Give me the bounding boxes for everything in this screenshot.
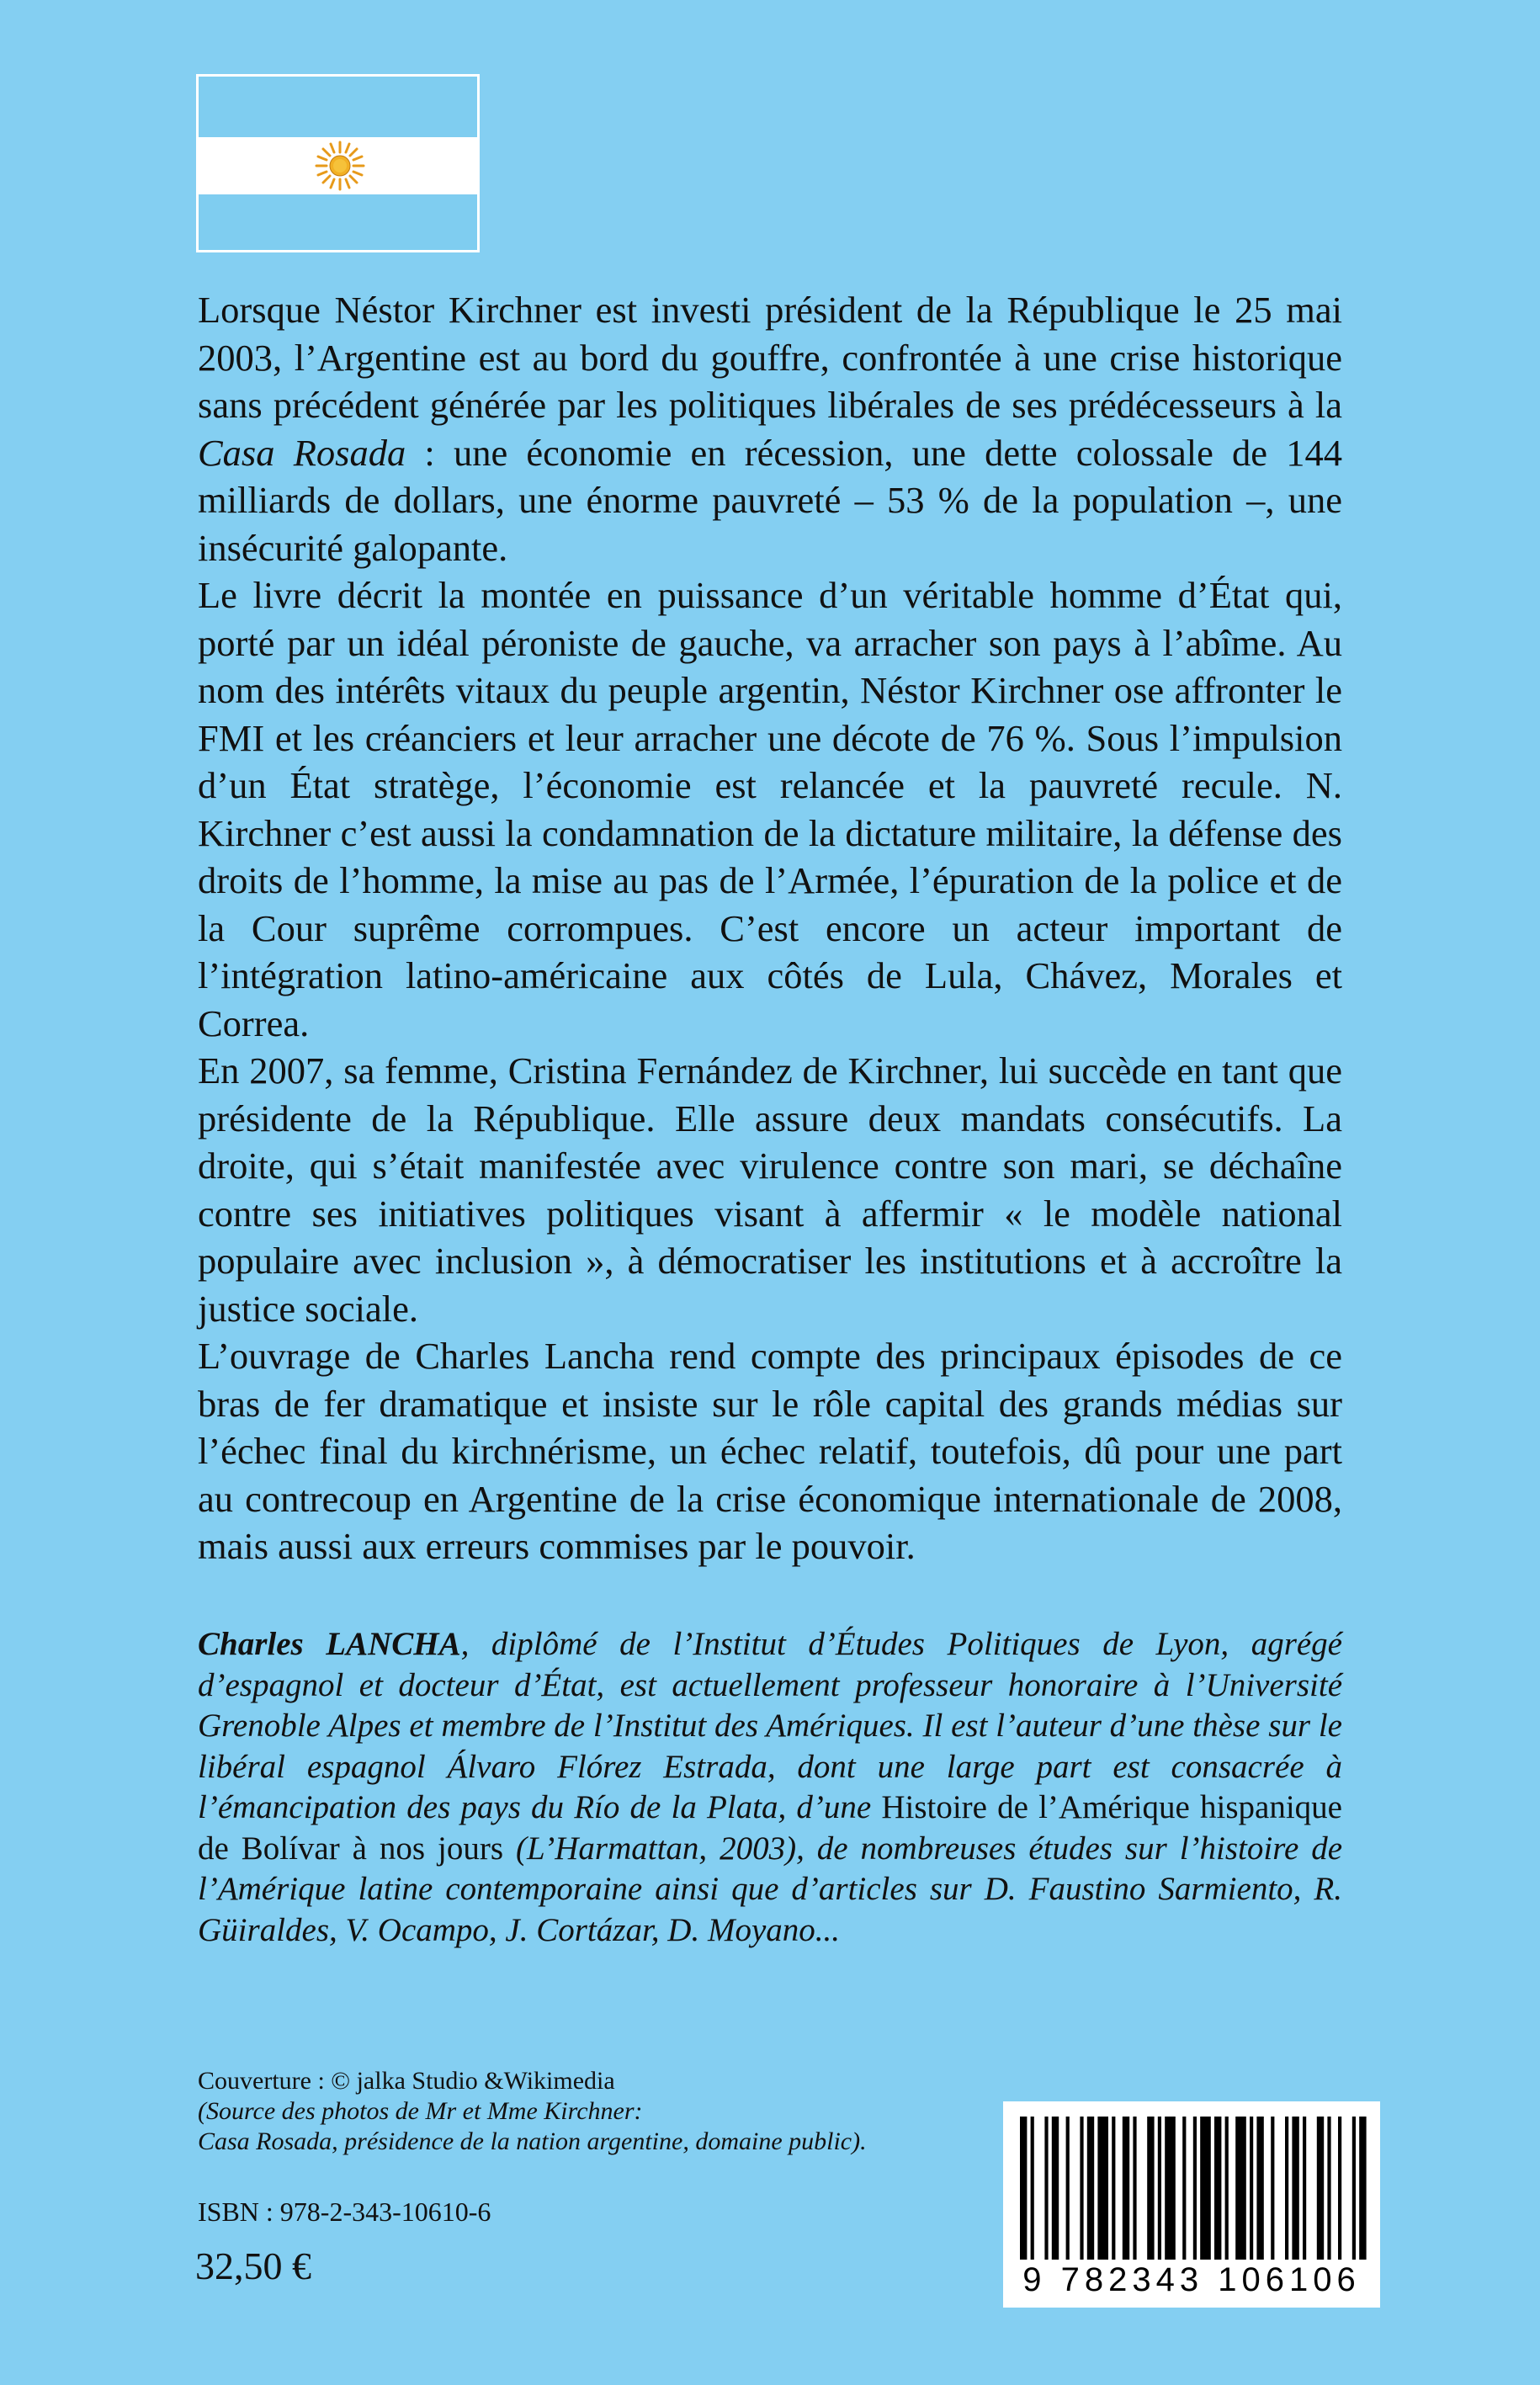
price-label: 32,50 € xyxy=(195,2244,311,2287)
barcode-bar xyxy=(1193,2117,1197,2260)
credits-line-3: Casa Rosada, présidence de la nation argentine, domaine public). xyxy=(198,2127,867,2155)
isbn-number: ISBN : 978-2-343-10610-6 xyxy=(198,2196,491,2227)
barcode-digits: 9 782343 106106 xyxy=(1022,2261,1361,2298)
author-name: Charles LANCHA xyxy=(198,1626,461,1662)
barcode-bar xyxy=(1338,2117,1341,2260)
barcode-bar xyxy=(1225,2117,1229,2260)
blurb-paragraph-2: Le livre décrit la montée en puissance d’un véritable homme d’État qui, porté par un idéal péroniste de gauche, va arracher son pays à l’abîme. Au nom des intérêts vitaux du peuple argentin, Néstor Kirchner ose affronter le FMI et les créanciers et leur arracher une décote de 76 %. Sous l’impulsion d’un État stratège, l’économie est relancée et la pauvreté recule. N. Kirchner c’est aussi la condamnation de la dictature militaire, la défense des droits de l’homme, la mise au pas de l’Armée, l’épuration de la police et de la Cour suprême corrompues. C’est encore un acteur important de l’intégration latino-américaine aux côtés de Lula, Chávez, Morales et Correa. xyxy=(198,574,1342,1044)
barcode-bar xyxy=(1112,2117,1115,2260)
isbn-barcode xyxy=(1003,2101,1380,2308)
blurb-paragraph-3: En 2007, sa femme, Cristina Fernández de Kirchner, lui succède en tant que présidente de la République. Elle assure deux mandats consécutifs. La droite, qui s’était manifestée avec virulence contre son mari, se déchaîne contre ses initiatives politiques visant à affermir « le modèle national populaire avec inclusion », à démocratiser les institutions et à accroître la justice sociale. xyxy=(198,1049,1342,1330)
barcode-bar xyxy=(1327,2117,1330,2260)
barcode-bar xyxy=(1303,2117,1306,2260)
argentina-flag xyxy=(196,74,480,252)
barcode-bar xyxy=(1250,2117,1253,2260)
barcode-bar xyxy=(1133,2117,1136,2260)
barcode-bar xyxy=(1285,2117,1288,2260)
cover-credits xyxy=(198,2066,989,2157)
barcode-bar xyxy=(1087,2117,1094,2260)
barcode-bars-icon xyxy=(1015,2117,1368,2260)
barcode-bar xyxy=(1271,2117,1274,2260)
barcode-bar xyxy=(1158,2117,1161,2260)
barcode-bar xyxy=(1317,2117,1324,2260)
barcode-bar xyxy=(1097,2117,1108,2260)
author-bio: Charles LANCHA, diplômé de l’Institut d’Études Politiques de Lyon, agrégé d’espagnol et docteur d’État, est actuellement professeur honoraire à l’Université Grenoble Alpes et membre de l’Institut des Amériques. Il est l’auteur d’une thèse sur le libéral espagnol Álvaro Flórez Estrada, dont une large part est consacrée à l’émancipation des pays du Río de la Plata, d’une Histoire de l’Amérique hispanique de Bolívar à nos jours (L’Harmattan, 2003), de nombreuses études sur l’histoire de l’Amérique latine contemporaine ainsi que d’articles sur D. Faustino Sarmiento, R. Güiraldes, V. Ocampo, J. Cortázar, D. Moyano... xyxy=(198,1626,1343,1948)
back-cover-blurb xyxy=(198,286,1342,1570)
barcode-bar xyxy=(1147,2117,1154,2260)
blurb-paragraph-1: Lorsque Néstor Kirchner est investi président de la République le 25 mai 2003, l’Argentine est au bord du gouffre, confrontée à une crise historique sans précédent générée par les politiques libérales de ses prédécesseurs à la Casa Rosada : une économie en récession, une dette colossale de 144 milliards de dollars, une énorme pauvreté – 53 % de la population –, une insécurité galopante. xyxy=(198,289,1342,569)
barcode-bar xyxy=(1214,2117,1221,2260)
barcode-bar xyxy=(1359,2117,1366,2260)
barcode-bar xyxy=(1352,2117,1356,2260)
sun-of-may-icon xyxy=(315,141,365,191)
barcode-bar xyxy=(1020,2117,1027,2260)
barcode-bar xyxy=(1044,2117,1048,2260)
barcode-bar xyxy=(1182,2117,1186,2260)
barcode-bar xyxy=(1066,2117,1070,2260)
barcode-bar xyxy=(1165,2117,1176,2260)
credits-line-2: (Source des photos de Mr et Mme Kirchner: xyxy=(198,2097,643,2125)
blurb-paragraph-4: L’ouvrage de Charles Lancha rend compte des principaux épisodes de ce bras de fer dramatique et insiste sur le rôle capital des grands médias sur l’échec final du kirchnérisme, un échec relatif, toutefois, dû pour une part au contrecoup en Argentine de la crise économique internationale de 2008, mais aussi aux erreurs commises par le pouvoir. xyxy=(198,1335,1342,1567)
barcode-bar xyxy=(1031,2117,1034,2260)
barcode-bar xyxy=(1123,2117,1129,2260)
barcode-bar xyxy=(1080,2117,1083,2260)
barcode-bar xyxy=(1292,2117,1298,2260)
barcode-bar xyxy=(1200,2117,1211,2260)
credits-line-1: Couverture : © jalka Studio &Wikimedia xyxy=(198,2067,615,2095)
barcode-bar xyxy=(1052,2117,1059,2260)
book-title: Histoire de l’Amérique hispanique de Bolívar à nos jours xyxy=(198,1789,1342,1867)
barcode-bar xyxy=(1235,2117,1246,2260)
barcode-bar xyxy=(1256,2117,1263,2260)
